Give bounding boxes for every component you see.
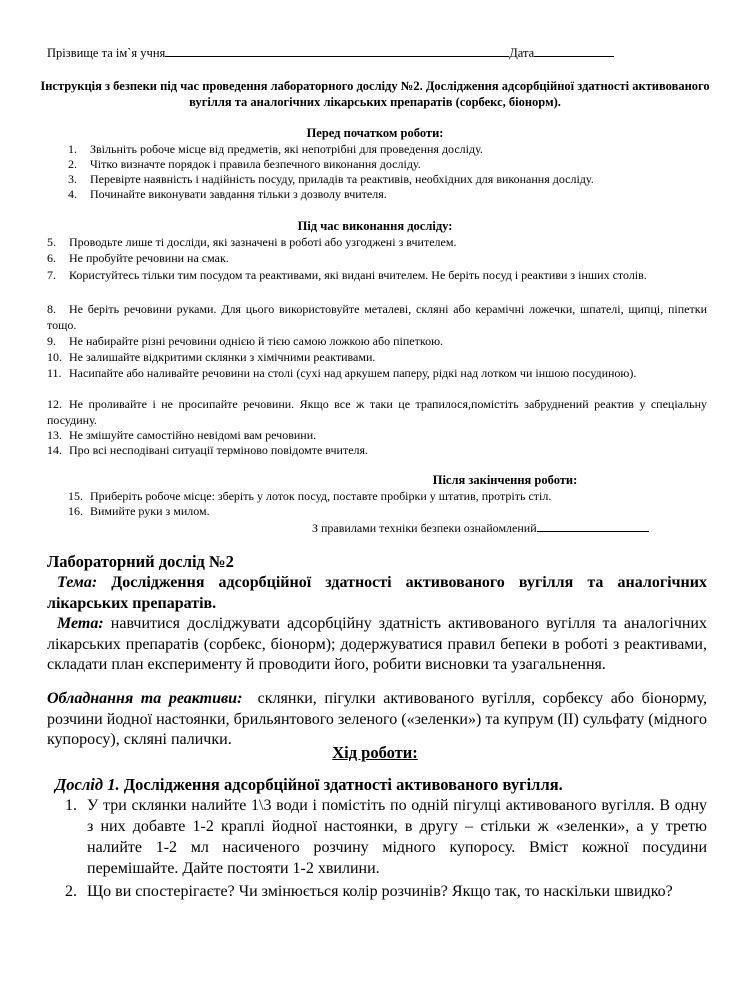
list-item: 3. Перевірте наявність і надійність посуду, приладів та реактивів, необхідних для виконання досліду.: [68, 172, 594, 186]
list-item: 14. Про всі несподівані ситуації терміново повідомте вчителя.: [47, 443, 369, 457]
list-item: 11. Насипайте або наливайте речовини на столі (сухі над аркушем паперу, рідкі над лотком чи іншою посудиною).: [47, 366, 637, 380]
lab-title: Лабораторний дослід №2: [47, 552, 234, 571]
experiment-1-label: Дослід 1.: [55, 775, 120, 794]
safety-instruction-title: Інструкція з безпеки під час проведення лабораторного досліду №2. Дослідження адсорбційної здатності активованого вугілля та аналогічних лікарських препаратів (сорбекс, біонорм).: [40, 79, 710, 109]
student-info-line: [47, 44, 614, 61]
topic-text: Дослідження адсорбційної здатності активованого вугілля та аналогічних лікарських препаратів.: [47, 574, 707, 612]
procedure-step: 2. Що ви спостерігаєте? Чи змінюється колір розчинів? Якщо так, то наскільки швидко?: [65, 883, 673, 900]
equipment-label: Обладнання та реактиви:: [47, 690, 243, 707]
topic-label: Тема:: [57, 574, 98, 591]
procedure-heading: Хід роботи:: [332, 743, 418, 762]
signature-label: З правилами техніки безпеки ознайомлений: [312, 521, 537, 535]
goal-label: Мета:: [57, 615, 104, 632]
before-work-heading: Перед початком роботи:: [306, 126, 444, 140]
list-item: 10. Не залишайте відкритими склянки з хімічними реактивами.: [47, 350, 376, 364]
student-name-blank[interactable]: [165, 44, 509, 57]
list-item: 4. Починайте виконувати завдання тільки з дозволу вчителя.: [68, 187, 387, 201]
safety-acknowledgement: [312, 519, 649, 536]
list-item: 9. Не набирайте різні речовини однією й тією самою ложкою або піпеткою.: [47, 334, 444, 348]
experiment-1-heading: [55, 775, 563, 795]
list-item: 15. Приберіть робоче місце: зберіть у лоток посуд, поставте пробірки у штатив, протріть стіл.: [68, 489, 552, 503]
list-item: 16. Вимийте руки з милом.: [68, 504, 210, 518]
lab-topic: [47, 573, 707, 614]
equipment-text: склянки, пігулки активованого вугілля, сорбексу або біонорму, розчини йодної настоянки, брильянтового зеленого («зеленки») та купрум (ІІ) сульфату (мідного купоросу), скляні палички.: [47, 690, 708, 748]
list-item: 7. Користуйтесь тільки тим посудом та реактивами, які видані вчителем. Не беріть посуд і реактиви з інших столів.: [47, 268, 647, 282]
list-item: 1. Звільніть робоче місце від предметів, які непотрібні для проведення досліду.: [68, 142, 483, 156]
list-item: 12. Не проливайте і не просипайте речовини. Якщо все ж таки це трапилося,помістіть забруднений реактив у спеціальну посудину.: [47, 397, 707, 427]
after-work-heading: Після закінчення роботи:: [432, 473, 578, 487]
list-item: 13. Не змішуйте самостійно невідомі вам речовини.: [47, 428, 317, 442]
signature-blank[interactable]: [537, 519, 649, 532]
list-item: 5. Проводьте лише ті досліди, які зазначені в роботі або узгоджені з вчителем.: [47, 235, 457, 249]
list-item: 6. Не пробуйте речовини на смак.: [47, 251, 229, 265]
experiment-1-title: Дослідження адсорбційної здатності активованого вугілля.: [123, 775, 563, 794]
list-item: 8. Не беріть речовини руками. Для цього використовуйте металеві, скляні або керамічні ложечки, шпателі, щипці, піпетки тощо.: [47, 302, 707, 332]
procedure-step: 1. У три склянки налийте 1\3 води і помістіть по одній пігулці активованого вугілля. В одну з них добавте 1-2 краплі йодної настоянки, в другу – стільки ж «зеленки», а у третю налийте 1-2 мл насиченого розчину мідного купоросу. Вміст кожної посудини перемішайте. Дайте постояти 1-2 хвилини.: [65, 797, 707, 877]
date-blank[interactable]: [534, 44, 614, 57]
during-work-heading: Під час виконання досліду:: [297, 219, 453, 233]
goal-text: навчитися досліджувати адсорбційну здатність активованого вугілля та аналогічних лікарських препаратів (сорбекс, біонорм); додержуватися правил бепеки в роботі з реактивами, складати план експерименту й проводити його, робити висновки та узагальнення.: [47, 615, 707, 673]
student-name-label: Прізвище та ім`я учня: [47, 46, 166, 60]
list-item: 2. Чітко визначте порядок і правила безпечного виконання досліду.: [68, 157, 421, 171]
date-label: Дата: [509, 46, 535, 60]
lab-equipment: [47, 689, 707, 751]
lab-goal: [47, 614, 707, 676]
